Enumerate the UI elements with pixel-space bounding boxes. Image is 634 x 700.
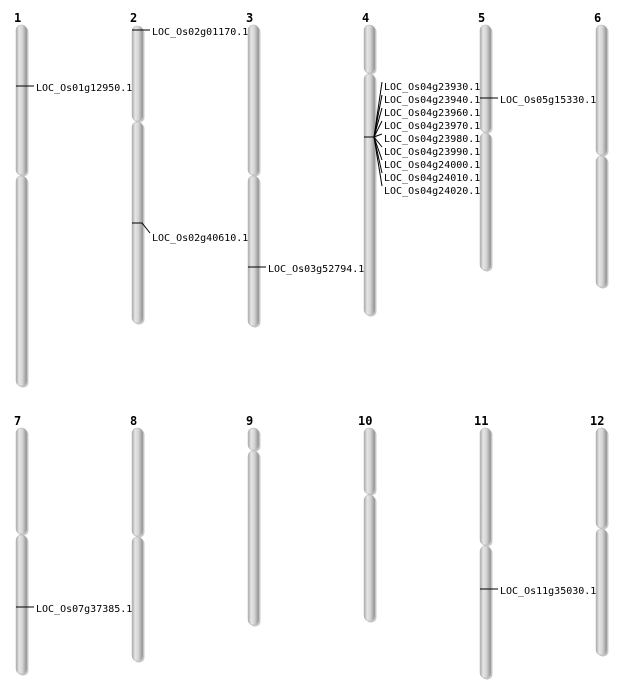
chromosome-11-arm-2 (480, 546, 491, 678)
gene-label: LOC_Os03g52794.1 (268, 264, 365, 275)
chromosome-6-arm-2 (596, 156, 607, 287)
chromosome-7-label: 7 (14, 414, 22, 428)
chromosome-4-label: 4 (362, 11, 370, 25)
chromosome-7-arm-2 (16, 535, 27, 674)
chromosome-5-label: 5 (478, 11, 486, 25)
chromosome-10-label: 10 (358, 414, 373, 428)
gene-label: LOC_Os11g35030.1 (500, 586, 597, 597)
chromosome-5-arm-2 (480, 133, 491, 270)
chromosome-11-label: 11 (474, 414, 489, 428)
chromosome-3-arm-1 (248, 25, 259, 175)
chromosome-9-label: 9 (246, 414, 254, 428)
chromosome-8-arm-1 (132, 428, 143, 536)
gene-label: LOC_Os01g12950.1 (36, 83, 133, 94)
chromosome-4-arm-1 (364, 25, 375, 73)
chromosome-2-arm-1 (132, 26, 143, 121)
gene-label: LOC_Os04g23990.1 (384, 147, 481, 158)
gene-label: LOC_Os04g24020.1 (384, 186, 481, 197)
chromosome-8-label: 8 (130, 414, 138, 428)
chromosome-3-label: 3 (246, 11, 254, 25)
chromosome-10-arm-2 (364, 495, 375, 621)
chromosome-12-arm-1 (596, 428, 607, 528)
chromosome-12-arm-2 (596, 529, 607, 655)
chromosome-1-arm-2 (16, 176, 27, 386)
chromosome-8-arm-2 (132, 537, 143, 661)
chromosome-5-arm-1 (480, 25, 491, 132)
chromosome-6-arm-1 (596, 25, 607, 155)
gene-label: LOC_Os04g23970.1 (384, 121, 481, 132)
chromosome-1-label: 1 (14, 11, 22, 25)
chromosome-6-label: 6 (594, 11, 602, 25)
chromosome-1-arm-1 (16, 25, 27, 175)
chromosome-9-arm-1 (248, 428, 259, 450)
gene-label: LOC_Os05g15330.1 (500, 95, 597, 106)
chromosome-9-arm-2 (248, 451, 259, 625)
chromosome-10-arm-1 (364, 428, 375, 494)
gene-label: LOC_Os04g24000.1 (384, 160, 481, 171)
gene-label: LOC_Os02g01170.1 (152, 27, 249, 38)
chromosome-11-arm-1 (480, 428, 491, 545)
gene-label: LOC_Os02g40610.1 (152, 233, 249, 244)
chromosome-2-label: 2 (130, 11, 138, 25)
gene-label: LOC_Os04g23960.1 (384, 108, 481, 119)
chromosome-3-arm-2 (248, 176, 259, 326)
chromosome-4-arm-2 (364, 74, 375, 315)
chromosome-7-arm-1 (16, 428, 27, 534)
chromosome-12-label: 12 (590, 414, 605, 428)
gene-label: LOC_Os04g23940.1 (384, 95, 481, 106)
gene-label: LOC_Os04g24010.1 (384, 173, 481, 184)
gene-label: LOC_Os07g37385.1 (36, 604, 133, 615)
gene-label: LOC_Os04g23930.1 (384, 82, 481, 93)
gene-label: LOC_Os04g23980.1 (384, 134, 481, 145)
